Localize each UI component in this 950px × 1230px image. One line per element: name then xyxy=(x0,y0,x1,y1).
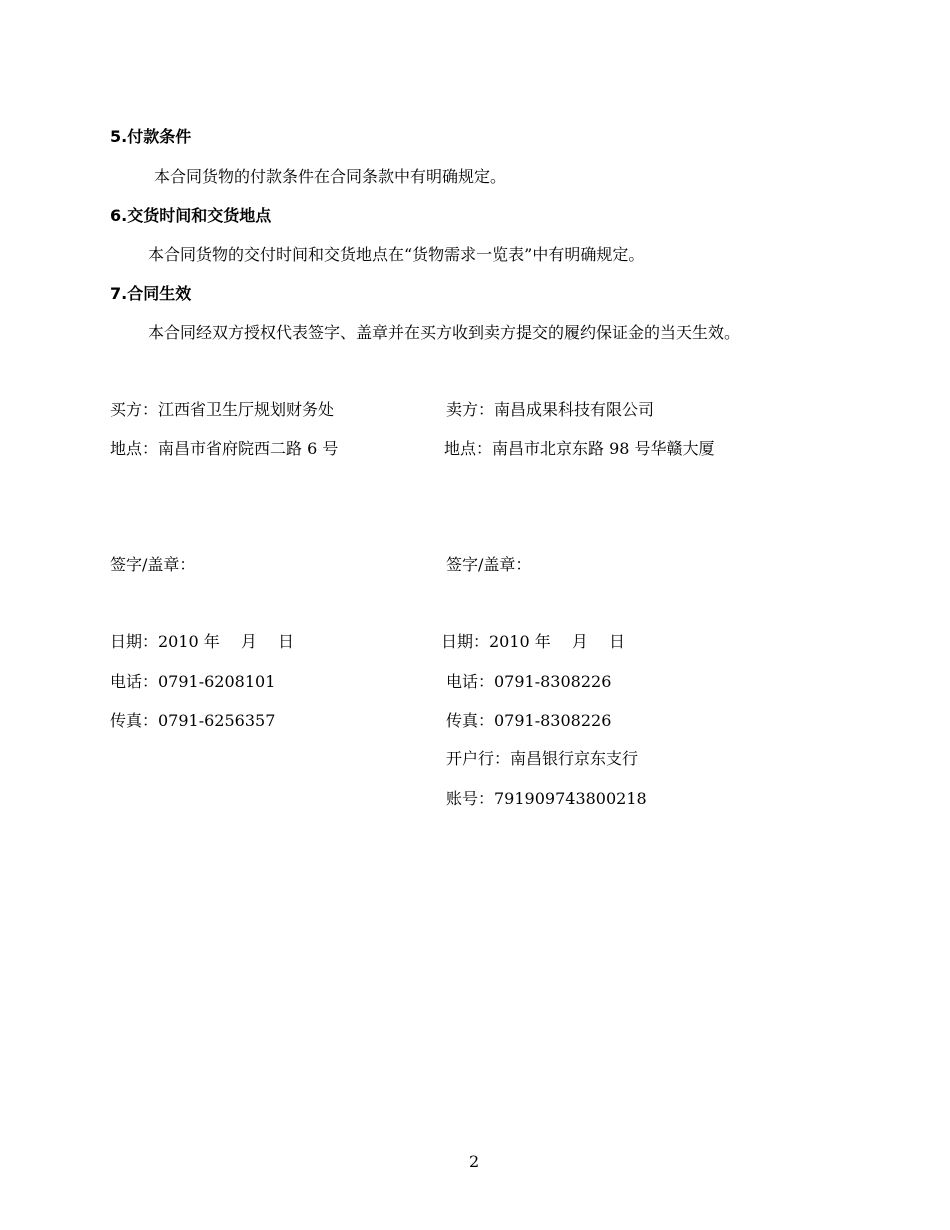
section-5-text: 本合同货物的付款条件在合同条款中有明确规定。 xyxy=(154,167,507,186)
page-number: 2 xyxy=(469,1152,480,1171)
section-6-heading: 6.交货时间和交货地点 xyxy=(110,206,272,225)
seller-date: 日期：2010 年 月 日 xyxy=(441,632,625,651)
buyer-address: 地点：南昌市省府院西二路 6 号 xyxy=(110,439,339,458)
seller-address: 地点：南昌市北京东路 98 号华赣大厦 xyxy=(444,439,715,458)
buyer-date: 日期：2010 年 月 日 xyxy=(110,632,294,651)
seller-account: 账号：791909743800218 xyxy=(446,789,647,808)
seller-signature: 签字/盖章： xyxy=(446,555,532,574)
seller-fax: 传真：0791-8308226 xyxy=(446,711,612,730)
section-6-text: 本合同货物的交付时间和交货地点在“货物需求一览表”中有明确规定。 xyxy=(148,245,645,264)
section-5-heading: 5.付款条件 xyxy=(110,127,192,146)
buyer-party: 买方：江西省卫生厅规划财务处 xyxy=(110,400,335,419)
section-7-heading: 7.合同生效 xyxy=(110,284,192,303)
buyer-signature: 签字/盖章： xyxy=(110,555,196,574)
seller-bank: 开户行：南昌银行京东支行 xyxy=(446,749,639,768)
buyer-phone: 电话：0791-6208101 xyxy=(110,672,276,691)
seller-phone: 电话：0791-8308226 xyxy=(446,672,612,691)
buyer-fax: 传真：0791-6256357 xyxy=(110,711,276,730)
section-7-text: 本合同经双方授权代表签字、盖章并在买方收到卖方提交的履约保证金的当天生效。 xyxy=(148,323,741,342)
seller-party: 卖方：南昌成果科技有限公司 xyxy=(446,400,655,419)
